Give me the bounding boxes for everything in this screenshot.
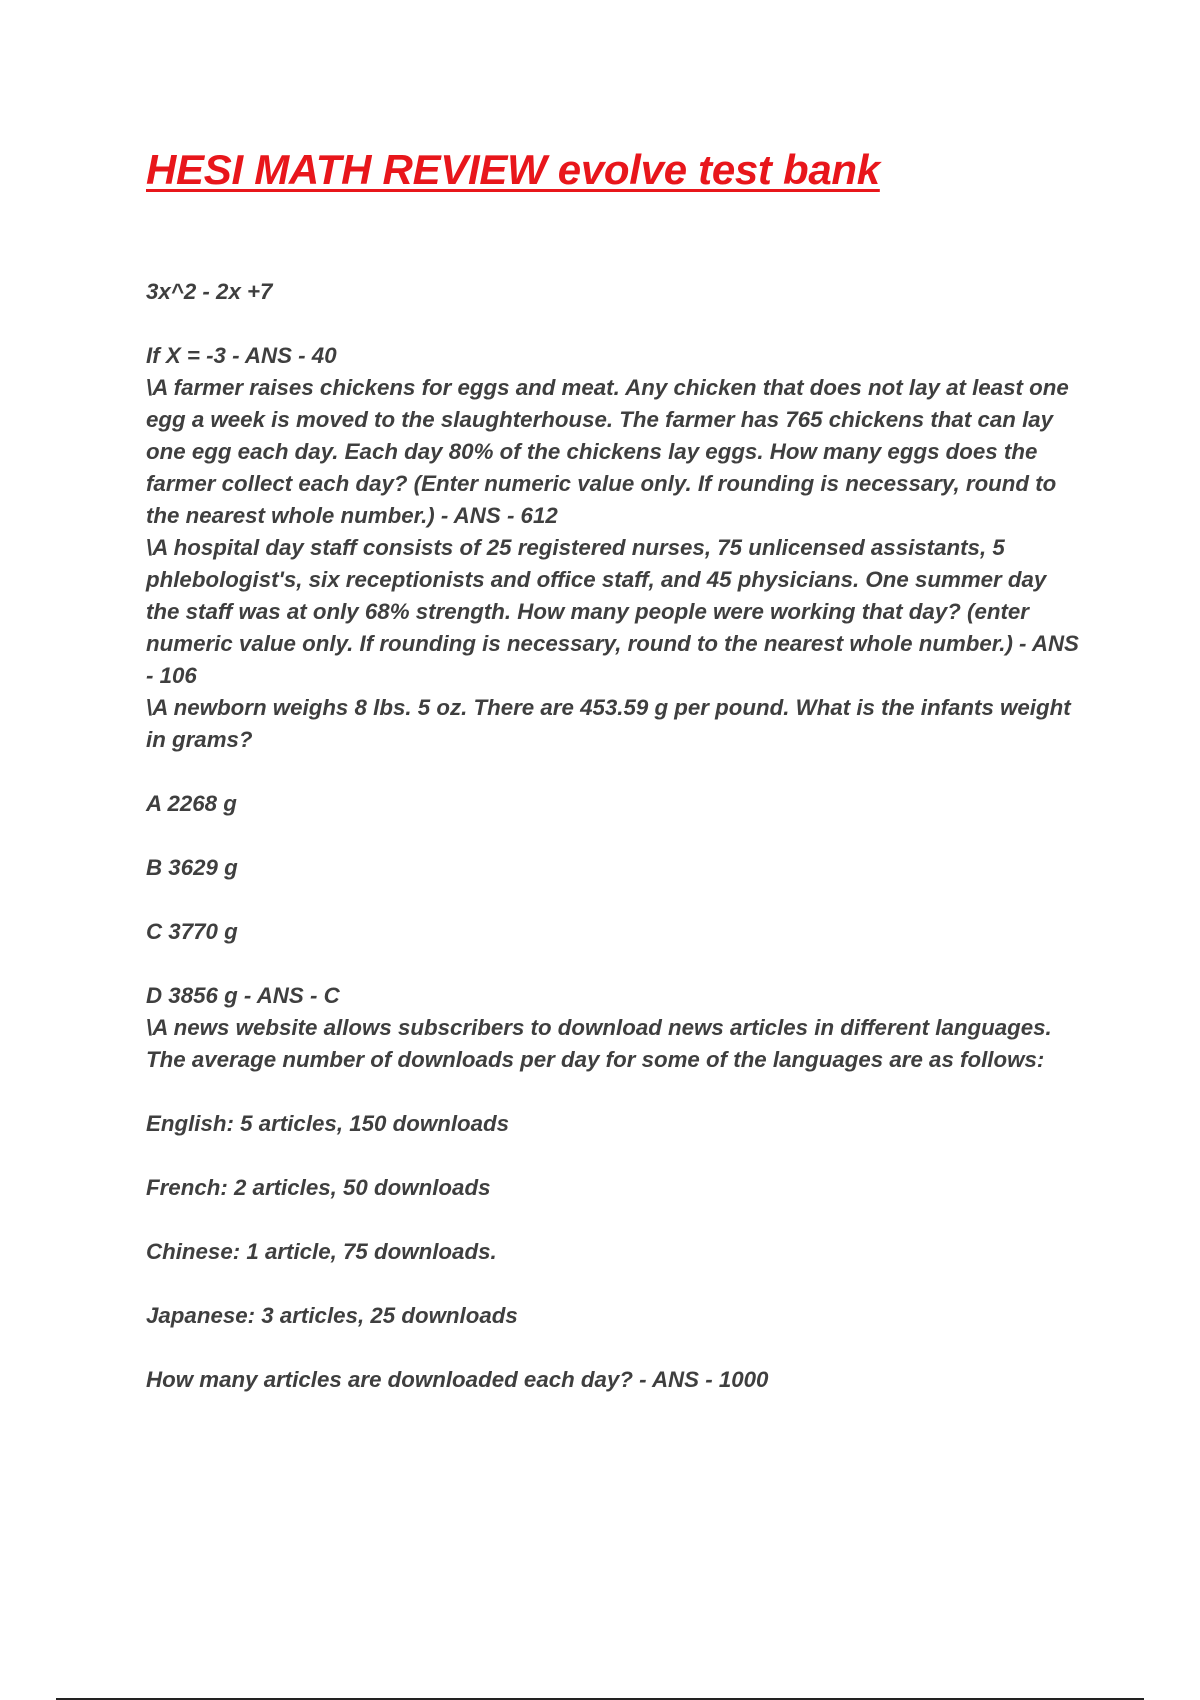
question-2: \A farmer raises chickens for eggs and meat. Any chicken that does not lay at least one egg a week is moved to the slaughterhouse. The farmer has 765 chickens that can lay one egg each day. Each day 80% of the chickens lay eggs. How many eggs does the farmer collect each day? (Enter numeric value only. If rounding is necessary, round to the nearest whole number.) - ANS - 612 — [146, 375, 1069, 528]
question-4: \A newborn weighs 8 lbs. 5 oz. There are 453.59 g per pound. What is the infants weight in grams? — [146, 695, 1071, 752]
question-4-option-a: A 2268 g — [146, 791, 237, 816]
document-body — [146, 276, 1081, 1396]
question-1: If X = -3 - ANS - 40 — [146, 343, 337, 368]
question-4-option-d: D 3856 g - ANS - C — [146, 983, 340, 1008]
question-4-option-c: C 3770 g — [146, 919, 238, 944]
question-5-japanese: Japanese: 3 articles, 25 downloads — [146, 1303, 518, 1328]
document-title: HESI MATH REVIEW evolve test bank — [146, 146, 880, 193]
question-5: \A news website allows subscribers to download news articles in different languages. The average number of downloads per day for some of the languages are as follows: — [146, 1015, 1052, 1072]
question-5-english: English: 5 articles, 150 downloads — [146, 1111, 510, 1136]
question-3: \A hospital day staff consists of 25 registered nurses, 75 unlicensed assistants, 5 phlebologist's, six receptionists and office staff, and 45 physicians. One summer day the staff was at only 68% strength. How many people were working that day? (enter numeric value only. If rounding is necessary, round to the nearest whole number.) - ANS - 106 — [146, 535, 1079, 688]
question-5-chinese: Chinese: 1 article, 75 downloads. — [146, 1239, 497, 1264]
question-4-option-b: B 3629 g — [146, 855, 238, 880]
expression-line: 3x^2 - 2x +7 — [146, 279, 273, 304]
question-5-prompt: How many articles are downloaded each day? - ANS - 1000 — [146, 1367, 769, 1392]
question-5-french: French: 2 articles, 50 downloads — [146, 1175, 491, 1200]
